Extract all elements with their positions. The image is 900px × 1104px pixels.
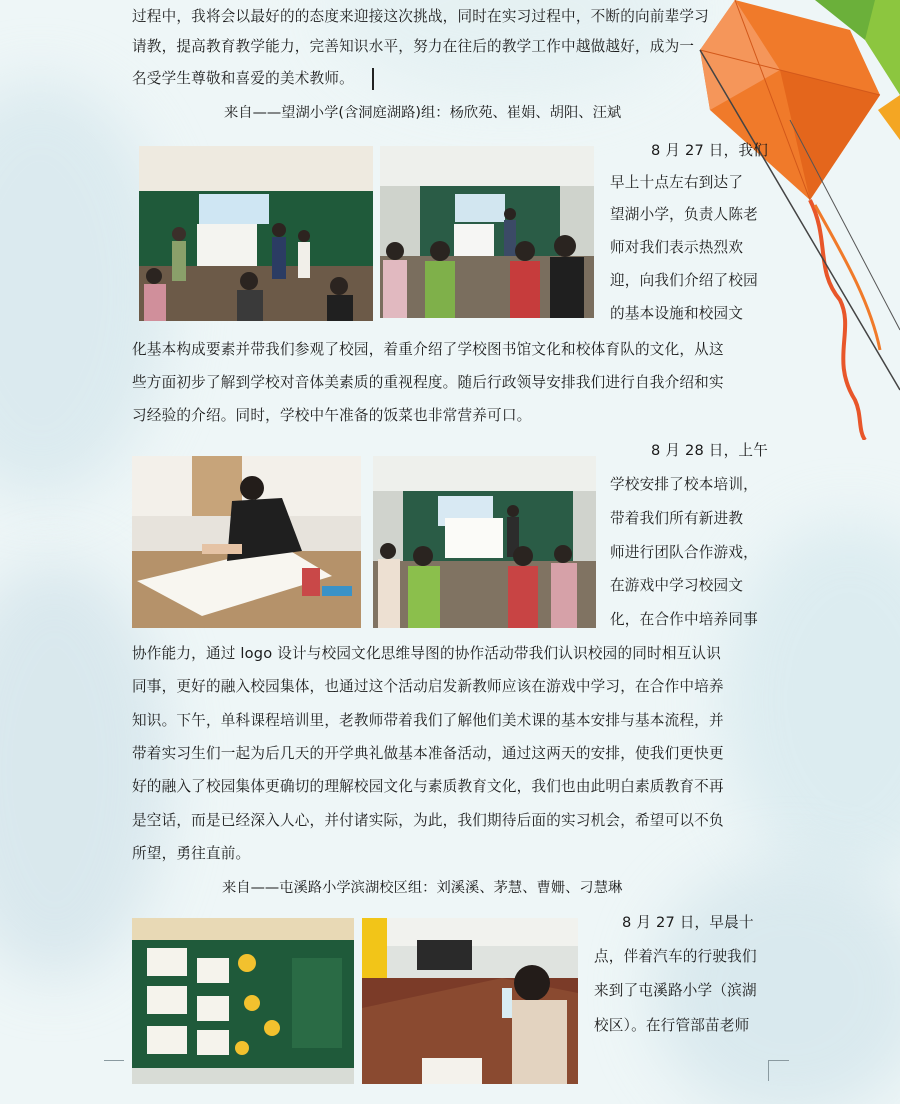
text-line: 迎，向我们介绍了校园 [610,272,758,289]
text-line: 请教，提高教育教学能力，完善知识水平，努力在往后的教学工作中越做越好，成为一 [132,38,695,55]
text-cursor [372,68,374,90]
text-line: 早上十点左右到达了 [610,174,744,191]
text-line: 知识。下午，单科课程培训里，老教师带着我们了解他们美术课的基本安排与基本流程，并 [132,712,724,729]
text-line: 点，伴着汽车的行驶我们 [594,948,757,965]
text-line: 望湖小学，负责人陈老 [610,206,758,223]
photo-team-game [373,456,596,628]
text-line: 是空话，而是已经深入人心，并付诸实际，为此，我们期待后面的实习机会，希望可以不负 [132,812,724,829]
text-line: 些方面初步了解到学校对音体美素质的重视程度。随后行政领导安排我们进行自我介绍和实 [132,374,724,391]
text-line: 8 月 27 日，早晨十 [622,914,754,931]
text-line: 协作能力，通过 logo 设计与校园文化思维导图的协作活动带我们认识校园的同时相互认识 [132,645,722,662]
text-line: 所望，勇往直前。 [132,845,251,862]
text-line: 化，在合作中培养同事 [610,611,758,628]
group2-source: 来自——屯溪路小学滨湖校区组：刘溪溪、茅慧、曹姗、刁慧琳 [222,880,623,896]
photo-presentation [380,146,594,318]
text-line: 师对我们表示热烈欢 [610,239,744,256]
text-line: 师进行团队合作游戏， [610,544,758,561]
text-line: 习经验的介绍。同时，学校中午准备的饭菜也非常营养可口。 [132,407,532,424]
text-line: 来到了屯溪路小学（滨湖 [594,982,757,999]
text-line: 校区）。在行管部苗老师 [594,1017,750,1034]
text-line: 8 月 27 日，我们 [651,142,768,159]
photo-drawing-poster [132,456,361,628]
text-line: 学校安排了校本培训， [610,476,758,493]
text-line: 过程中，我将会以最好的的态度来迎接这次挑战，同时在实习过程中，不断的向前辈学习 [132,8,709,25]
photo-bulletin-board [132,918,354,1084]
text-line: 带着实习生们一起为后几天的开学典礼做基本准备活动，通过这两天的安排，使我们更快更 [132,745,724,762]
text-line: 的基本设施和校园文 [610,305,744,322]
text-line: 带着我们所有新进教 [610,510,744,527]
photo-meeting-room [362,918,578,1084]
group1-source: 来自——望湖小学(含洞庭湖路)组：杨欣苑、崔娟、胡阳、汪斌 [224,105,622,121]
text-line: 好的融入了校园集体更确切的理解校园文化与素质教育文化，我们也由此明白素质教育不再 [132,778,724,795]
text-line: 在游戏中学习校园文 [610,577,744,594]
text-line: 同事，更好的融入校园集体，也通过这个活动启发新教师应该在游戏中学习，在合作中培养 [132,678,724,695]
photo-classroom-board [139,146,373,321]
text-line: 名受学生尊敬和喜爱的美术教师。 [132,70,354,87]
text-line: 8 月 28 日，上午 [651,442,768,459]
text-line: 化基本构成要素并带我们参观了校园，着重介绍了学校图书馆文化和校体育队的文化，从这 [132,341,724,358]
